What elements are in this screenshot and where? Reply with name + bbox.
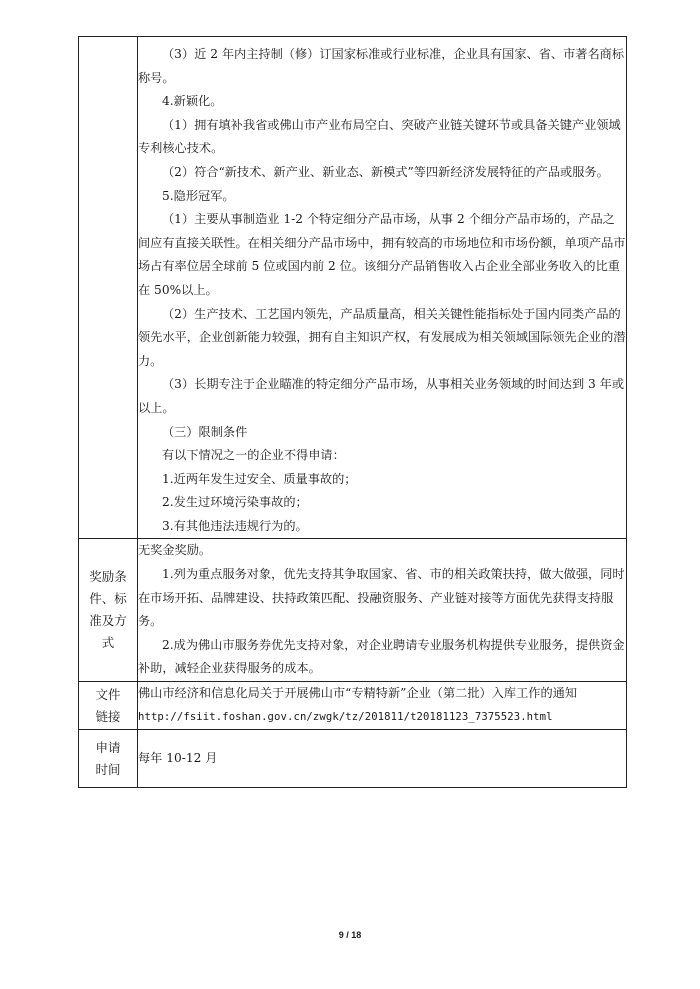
restriction-intro: 有以下情况之一的企业不得申请： [162,448,345,463]
criteria-row [79,37,627,539]
link-label [79,682,138,730]
link-label-text: 文件链接 [95,686,121,724]
criteria-line-novelty-2: （2）符合“新技术、新产业、新业态、新模式”等四新经济发展特征的产品或服务。 [162,164,609,179]
reward-line-2: 2.成为佛山市服务券优先支持对象，对企业聘请专业服务机构提供专业服务，提供资金补助，减轻企业获得服务的成本。 [138,637,625,676]
criteria-line-champion-3: （3）长期专注于企业瞄准的特定细分产品市场，从事相关业务领域的时间达到 3 年或以上。 [138,377,625,415]
time-label [79,730,138,788]
time-content-cell [138,730,627,788]
criteria-line-champion-1: （1）主要从事制造业 1-2 个特定细分产品市场，从事 2 个细分产品市场的，产品之间应有直接关联性。在相关细分产品市场中，拥有较高的市场地位和市场份额，单项产品市场占有率位居全球前 5 位或国内前 2 位。该细分产品销售收入占企业全部业务收入的比重在 50%以上。 [138,212,626,297]
time-row [79,730,627,788]
restriction-heading: （三）限制条件 [162,424,248,439]
page-number: 9 / 18 [338,930,362,940]
reward-row [79,539,627,682]
reward-label [79,539,138,682]
time-label-text: 申请时间 [95,739,121,777]
policy-table [78,36,627,788]
reward-line-no-bonus: 无奖金奖励。 [138,543,212,558]
restriction-item-3: 3.有其他违法违规行为的。 [162,518,308,533]
criteria-line-champion-2: （2）生产技术、工艺国内领先，产品质量高，相关关键性能指标处于国内同类产品的领先水平，企业创新能力较强，拥有自主知识产权，有发展成为相关领域国际领先企业的潜力。 [138,306,626,368]
restriction-item-1: 1.近两年发生过安全、质量事故的； [162,471,357,486]
link-row [79,682,627,730]
criteria-line-novelty-1: （1）拥有填补我省或佛山市产业布局空白、突破产业链关键环节或具备关键产业领域专利核心技术。 [138,117,621,156]
criteria-label-cell [79,37,138,539]
criteria-heading-novelty: 4.新颖化。 [162,94,223,109]
link-content-cell [138,682,627,730]
criteria-heading-champion: 5.隐形冠军。 [162,188,235,203]
reward-label-text: 奖励条件、标准及方式 [89,569,127,651]
time-value: 每年 10-12 月 [138,750,218,765]
restriction-item-2: 2.发生过环境污染事故的； [162,495,308,510]
criteria-line-standards: （3）近 2 年内主持制（修）订国家标准或行业标准，企业具有国家、省、市著名商标称号。 [138,47,625,85]
reward-content-cell [138,539,627,682]
reward-line-1: 1.列为重点服务对象，优先支持其争取国家、省、市的相关政策扶持，做大做强，同时在市场开拓、品牌建设、扶持政策匹配、投融资服务、产业链对接等方面优先获得支持服务。 [138,567,625,629]
link-title: 佛山市经济和信息化局关于开展佛山市“专精特新”企业（第二批）入库工作的通知 [138,686,578,701]
link-url[interactable]: http://fsiit.foshan.gov.cn/zwgk/tz/201811/t20181123_7375523.html [138,710,553,723]
criteria-content-cell [138,37,627,539]
